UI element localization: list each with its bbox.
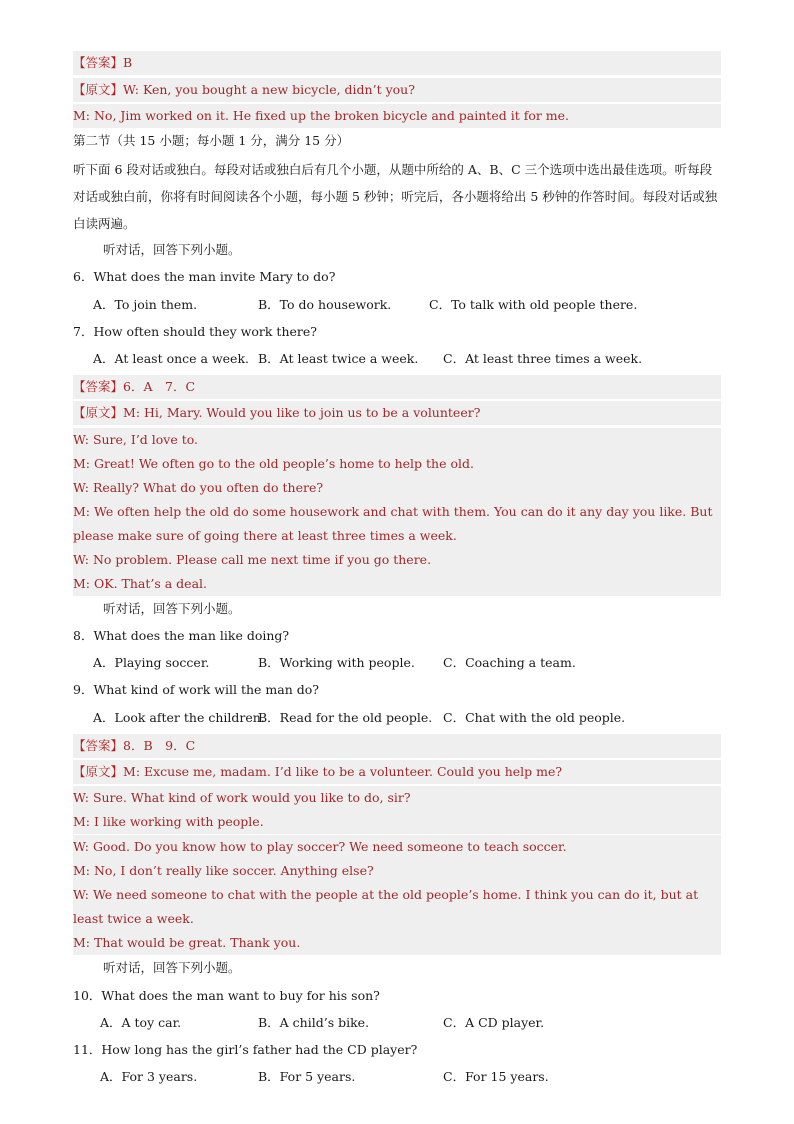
option-b: B．Read for the old people. <box>258 710 433 725</box>
transcript-line: W: No problem. Please call me next time if you go there. <box>73 548 721 572</box>
transcript-line: W: We need someone to chat with the people at the old people’s home. I think you can do it, but at least twice a week. <box>73 883 721 931</box>
option-c: C．Coaching a team. <box>443 655 576 670</box>
answer-row <box>73 375 721 399</box>
answer-value: B <box>123 55 133 70</box>
answer-row <box>73 734 721 758</box>
option-c: C．A CD player. <box>443 1015 545 1030</box>
transcript-line: W: Good. Do you know how to play soccer? We need someone to teach soccer. <box>73 835 721 859</box>
question-options <box>0 1065 794 1089</box>
question-options <box>0 651 794 675</box>
script-tag: 【原文】 <box>73 82 124 97</box>
script-tag: 【原文】 <box>73 405 124 420</box>
transcript-line: 【原文】M: Hi, Mary. Would you like to join us to be a volunteer? <box>73 401 721 425</box>
option-a: A．Look after the children. <box>93 710 265 725</box>
option-c: C．To talk with old people there. <box>429 297 638 312</box>
question-options <box>0 706 794 730</box>
transcript-line: 【原文】W: Ken, you bought a new bicycle, didn’t you? <box>73 78 721 102</box>
option-c: C．For 15 years. <box>443 1069 549 1084</box>
question-options <box>0 347 794 371</box>
option-a: A．To join them. <box>93 297 198 312</box>
question-stem: 10．What does the man want to buy for his son? <box>73 988 380 1003</box>
question-stem: 8．What does the man like doing? <box>73 628 290 643</box>
transcript-line: M: I like working with people. <box>73 810 721 834</box>
option-b: B．Working with people. <box>258 655 415 670</box>
transcript-line: W: Sure, I’d love to. <box>73 428 721 452</box>
question-options <box>0 1011 794 1035</box>
answer-row <box>73 51 721 75</box>
option-b: B．A child’s bike. <box>258 1015 370 1030</box>
question-stem: 9．What kind of work will the man do? <box>73 682 319 697</box>
option-c: C．At least three times a week. <box>443 351 643 366</box>
listening-prompt: 听对话，回答下列小题。 <box>103 242 241 257</box>
option-b: B．To do housework. <box>258 297 392 312</box>
transcript-line: M: OK. That’s a deal. <box>73 572 721 596</box>
question-stem: 11．How long has the girl’s father had the CD player? <box>73 1042 418 1057</box>
section-instructions: 听下面 6 段对话或独白。每段对话或独白后有几个小题，从题中所给的 A、B、C 三个选项中选出最佳选项。听每段对话或独白前，你将有时间阅读各个小题，每小题 5 秒钟；听完后，各小题将给出 5 秒钟的作答时间。每段对话或独白读两遍。 <box>73 162 718 231</box>
answer-value: 8．B 9．C <box>123 738 196 753</box>
transcript-line: M: No, I don’t really like soccer. Anything else? <box>73 859 721 883</box>
transcript-line: M: No, Jim worked on it. He fixed up the broken bicycle and painted it for me. <box>73 104 721 128</box>
transcript-line: W: Really? What do you often do there? <box>73 476 721 500</box>
option-b: B．For 5 years. <box>258 1069 356 1084</box>
listening-prompt: 听对话，回答下列小题。 <box>103 960 241 975</box>
option-a: A．For 3 years. <box>100 1069 198 1084</box>
option-a: A．Playing soccer. <box>93 655 210 670</box>
answer-tag: 【答案】 <box>73 738 124 753</box>
question-stem: 7．How often should they work there? <box>73 324 317 339</box>
transcript-line: M: Great! We often go to the old people’s home to help the old. <box>73 452 721 476</box>
section-title: 第二节（共 15 小题；每小题 1 分，满分 15 分） <box>73 133 350 148</box>
transcript-line: 【原文】M: Excuse me, madam. I’d like to be a volunteer. Could you help me? <box>73 760 721 784</box>
option-a: A．At least once a week. <box>93 351 250 366</box>
answer-value: 6．A 7．C <box>123 379 196 394</box>
option-b: B．At least twice a week. <box>258 351 419 366</box>
option-a: A．A toy car. <box>100 1015 182 1030</box>
script-tag: 【原文】 <box>73 764 124 779</box>
question-stem: 6．What does the man invite Mary to do? <box>73 269 336 284</box>
answer-tag: 【答案】 <box>73 55 124 70</box>
answer-tag: 【答案】 <box>73 379 124 394</box>
option-c: C．Chat with the old people. <box>443 710 626 725</box>
listening-prompt: 听对话，回答下列小题。 <box>103 601 241 616</box>
transcript-line: W: Sure. What kind of work would you like to do, sir? <box>73 786 721 810</box>
transcript-line: M: We often help the old do some housework and chat with them. You can do it any day you like. But please make sure of going there at least three times a week. <box>73 500 721 548</box>
question-options <box>0 293 794 317</box>
transcript-line: M: That would be great. Thank you. <box>73 931 721 955</box>
